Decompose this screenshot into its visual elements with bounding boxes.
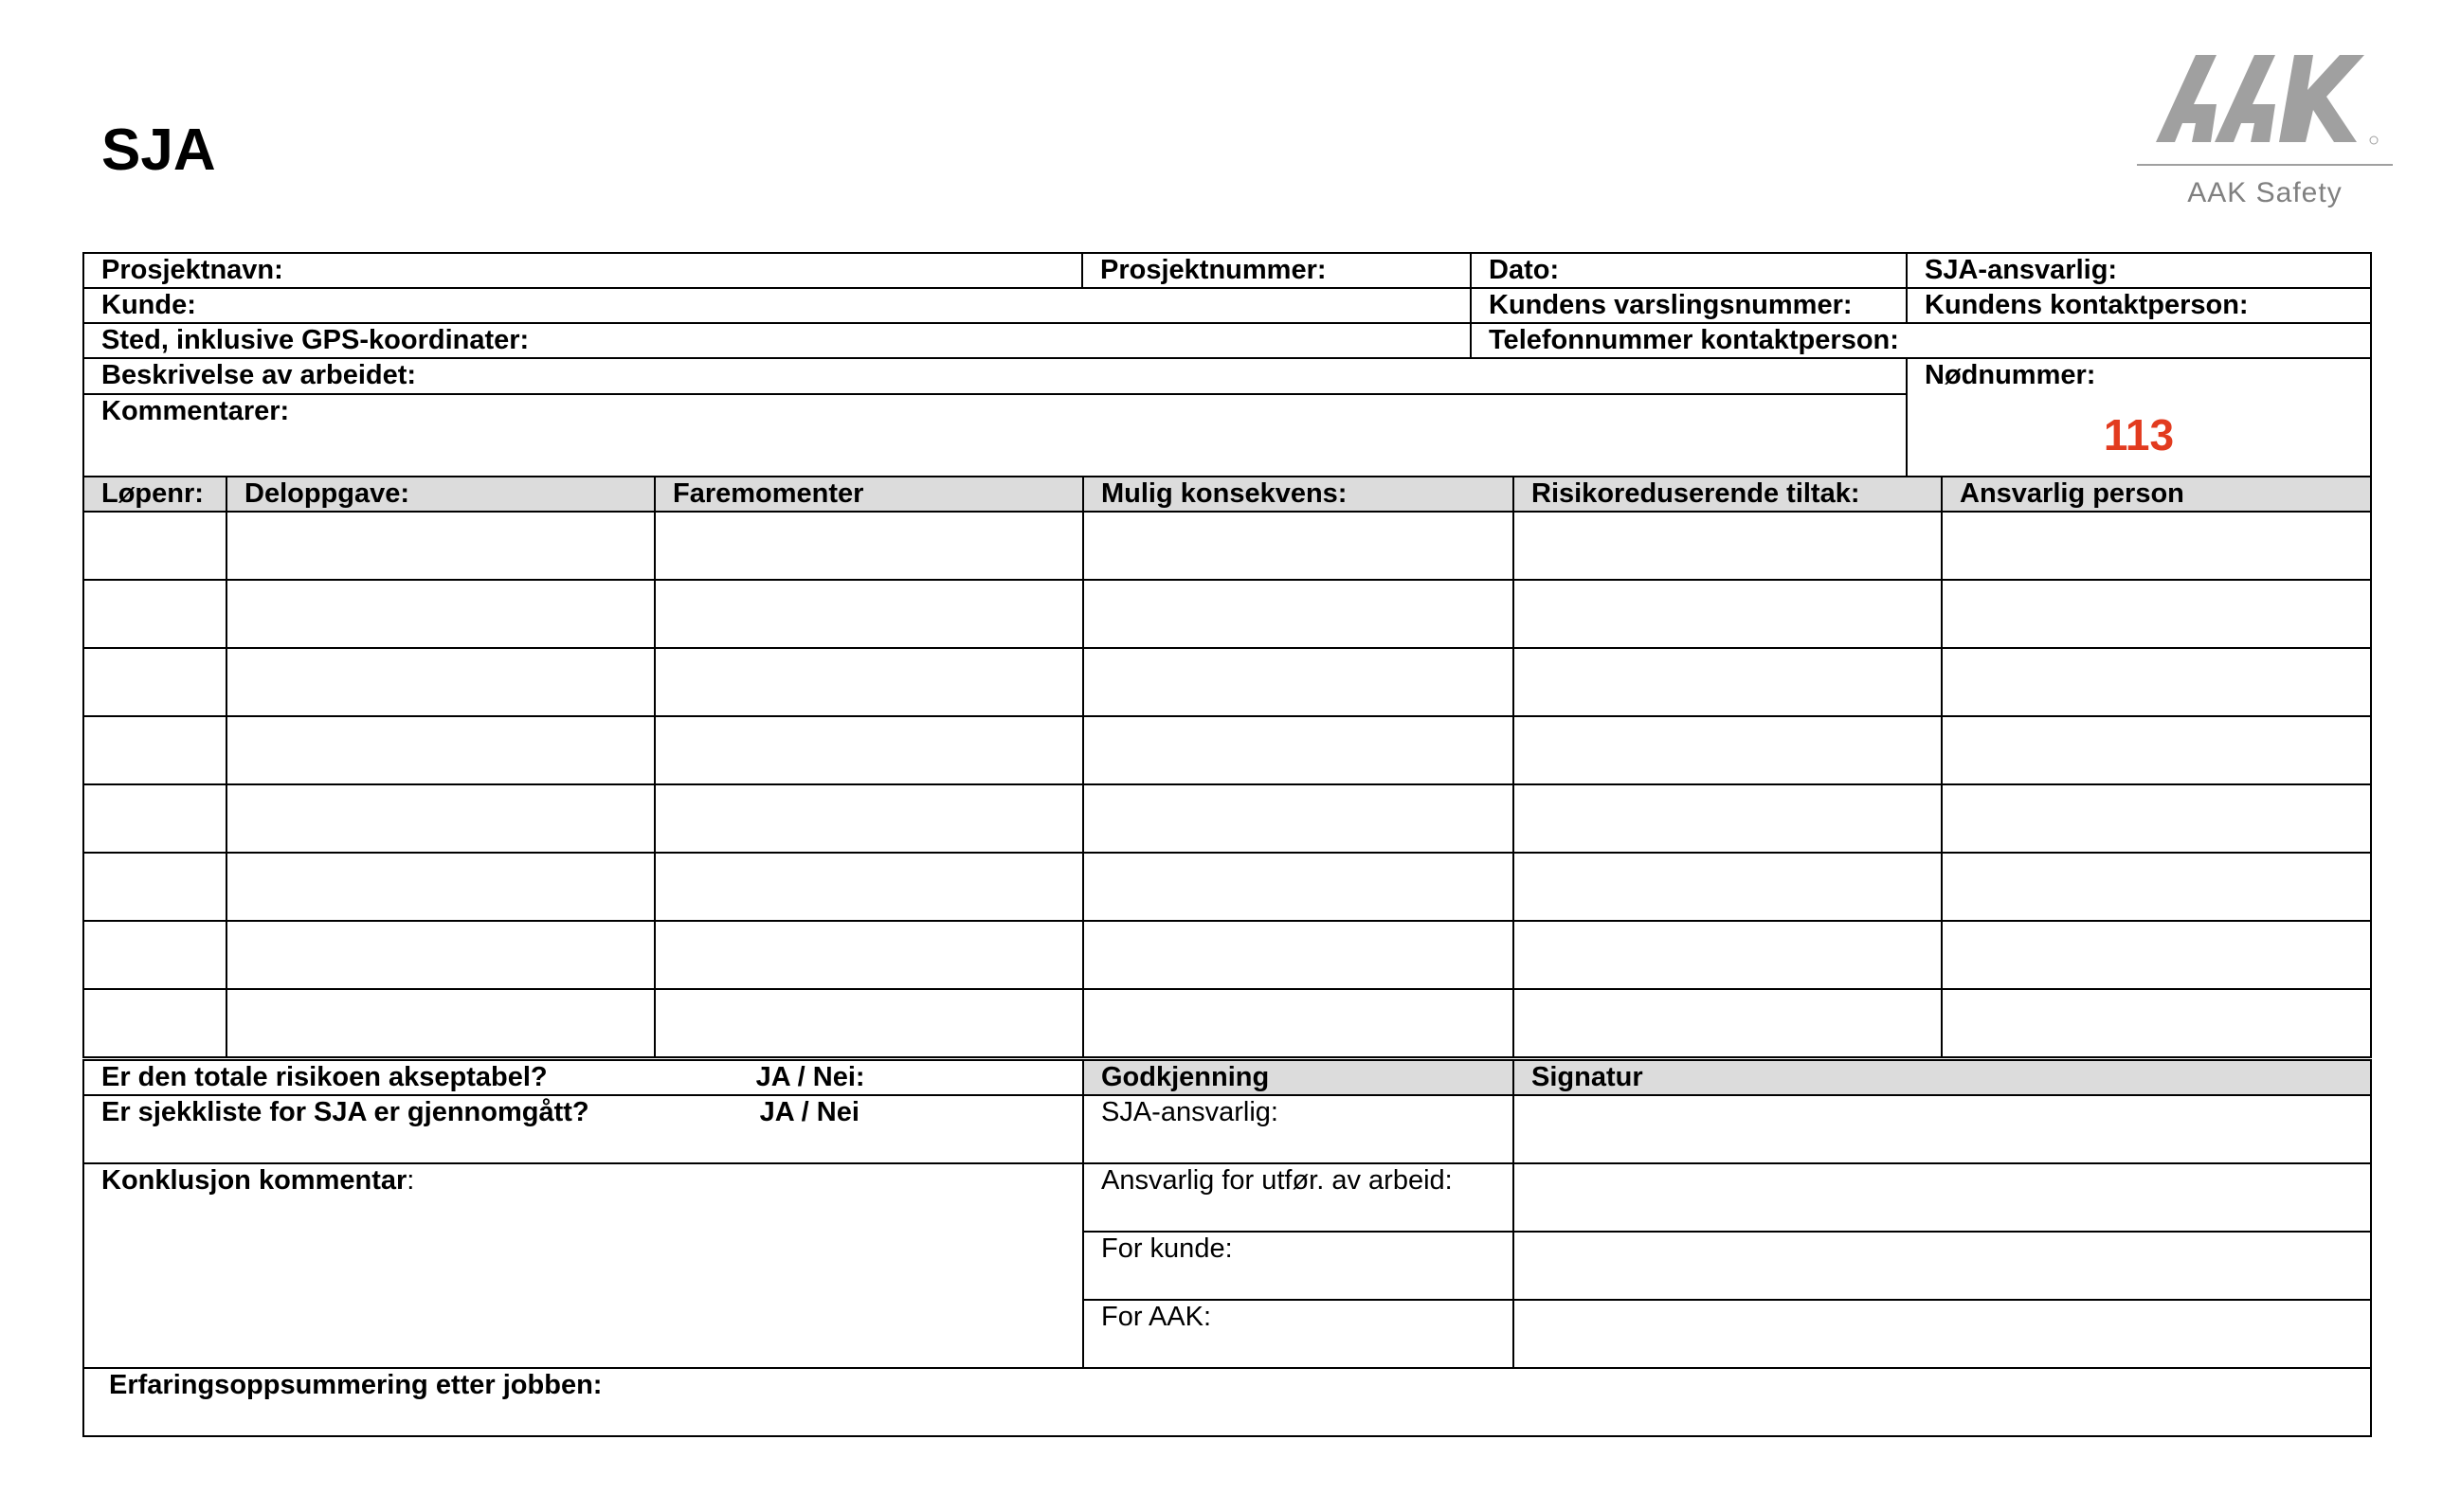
logo-caption: AAK Safety [2187,177,2343,208]
task-cell-deloppgave[interactable] [226,512,655,580]
customer-field[interactable]: Kunde: [83,288,1471,323]
task-cell-ansvarlig[interactable] [1942,648,2371,716]
task-cell-tiltak[interactable] [1513,716,1942,784]
task-cell-ansvarlig[interactable] [1942,784,2371,853]
task-cell-faremomenter[interactable] [655,580,1083,648]
col-header-ansvarlig: Ansvarlig person [1942,477,2371,512]
task-cell-konsekvens[interactable] [1083,989,1513,1057]
checklist-row [83,1095,1083,1163]
task-cell-tiltak[interactable] [1513,989,1942,1057]
task-cell-deloppgave[interactable] [226,716,655,784]
location-field[interactable]: Sted, inklusive GPS-koordinater: [83,323,1471,358]
task-cell-tiltak[interactable] [1513,921,1942,989]
task-cell-ansvarlig[interactable] [1942,921,2371,989]
task-cell-ansvarlig[interactable] [1942,512,2371,580]
customer-alert-number-field[interactable]: Kundens varslingsnummer: [1471,288,1907,323]
contact-phone-field[interactable]: Telefonnummer kontaktperson: [1471,323,2371,358]
task-cell-faremomenter[interactable] [655,716,1083,784]
table-row [83,512,2371,580]
task-cell-ansvarlig[interactable] [1942,853,2371,921]
task-cell-ansvarlig[interactable] [1942,716,2371,784]
task-cell-konsekvens[interactable] [1083,784,1513,853]
approval-header: Godkjenning [1083,1060,1513,1095]
emergency-number-value: 113 [2103,410,2175,459]
task-cell-konsekvens[interactable] [1083,853,1513,921]
task-cell-tiltak[interactable] [1513,648,1942,716]
table-row [83,921,2371,989]
customer-contact-field[interactable]: Kundens kontaktperson: [1907,288,2371,323]
conclusion-label: Konklusjon kommentar [101,1165,407,1196]
table-row [83,989,2371,1057]
task-cell-lopenr[interactable] [83,512,226,580]
task-cell-tiltak[interactable] [1513,853,1942,921]
conclusion-comment-field[interactable] [83,1163,1083,1368]
task-cell-lopenr[interactable] [83,989,226,1057]
task-table [82,476,2372,1058]
task-cell-faremomenter[interactable] [655,512,1083,580]
project-name-field[interactable]: Prosjektnavn: [83,253,1082,288]
checklist-question: Er sjekkliste for SJA er gjennomgått? [101,1097,589,1127]
task-cell-tiltak[interactable] [1513,784,1942,853]
project-number-field[interactable]: Prosjektnummer: [1082,253,1471,288]
signature-field-executor[interactable] [1513,1163,2371,1232]
col-header-lopenr: Løpenr: [83,477,226,512]
task-cell-deloppgave[interactable] [226,989,655,1057]
task-cell-konsekvens[interactable] [1083,580,1513,648]
signature-field-customer[interactable] [1513,1232,2371,1300]
table-row [83,716,2371,784]
comments-field[interactable]: Kommentarer: [83,394,1907,477]
task-cell-deloppgave[interactable] [226,784,655,853]
task-cell-konsekvens[interactable] [1083,921,1513,989]
task-cell-lopenr[interactable] [83,580,226,648]
approver-label-customer: For kunde: [1083,1232,1513,1300]
table-row [83,580,2371,648]
col-header-konsekvens: Mulig konsekvens: [1083,477,1513,512]
experience-summary-field[interactable]: Erfaringsoppsummering etter jobben: [83,1368,2371,1436]
col-header-deloppgave: Deloppgave: [226,477,655,512]
table-row [83,853,2371,921]
task-cell-lopenr[interactable] [83,853,226,921]
task-rows [83,512,2371,1057]
task-cell-deloppgave[interactable] [226,853,655,921]
task-cell-konsekvens[interactable] [1083,716,1513,784]
task-cell-lopenr[interactable] [83,716,226,784]
task-cell-faremomenter[interactable] [655,921,1083,989]
task-cell-konsekvens[interactable] [1083,512,1513,580]
task-cell-tiltak[interactable] [1513,580,1942,648]
emergency-number-label: Nødnummer: [1925,360,2096,390]
work-description-field[interactable]: Beskrivelse av arbeidet: [83,358,1907,394]
approver-label-aak: For AAK: [1083,1300,1513,1368]
task-cell-konsekvens[interactable] [1083,648,1513,716]
task-cell-tiltak[interactable] [1513,512,1942,580]
task-cell-lopenr[interactable] [83,648,226,716]
signature-header: Signatur [1513,1060,2371,1095]
task-cell-faremomenter[interactable] [655,853,1083,921]
task-cell-lopenr[interactable] [83,784,226,853]
table-row [83,648,2371,716]
task-cell-faremomenter[interactable] [655,784,1083,853]
risk-answer[interactable]: JA / Nei: [755,1062,865,1092]
checklist-answer[interactable]: JA / Nei [759,1097,860,1127]
task-cell-faremomenter[interactable] [655,648,1083,716]
approver-label-sja: SJA-ansvarlig: [1083,1095,1513,1163]
date-field[interactable]: Dato: [1471,253,1907,288]
risk-question: Er den totale risikoen akseptabel? [101,1062,548,1092]
task-cell-deloppgave[interactable] [226,921,655,989]
signature-field-sja[interactable] [1513,1095,2371,1163]
task-cell-ansvarlig[interactable] [1942,580,2371,648]
col-header-faremomenter: Faremomenter [655,477,1083,512]
task-cell-ansvarlig[interactable] [1942,989,2371,1057]
signature-field-aak[interactable] [1513,1300,2371,1368]
approval-table [82,1059,2372,1437]
task-cell-lopenr[interactable] [83,921,226,989]
table-row [83,784,2371,853]
sja-responsible-field[interactable]: SJA-ansvarlig: [1907,253,2371,288]
approver-label-executor: Ansvarlig for utfør. av arbeid: [1083,1163,1513,1232]
task-cell-deloppgave[interactable] [226,648,655,716]
emergency-number-cell [1907,358,2371,477]
col-header-tiltak: Risikoreduserende tiltak: [1513,477,1942,512]
page-title: SJA [101,117,216,183]
task-cell-faremomenter[interactable] [655,989,1083,1057]
task-cell-deloppgave[interactable] [226,580,655,648]
risk-acceptable-row [83,1060,1083,1095]
info-table [82,252,2372,478]
conclusion-colon: : [407,1165,415,1196]
